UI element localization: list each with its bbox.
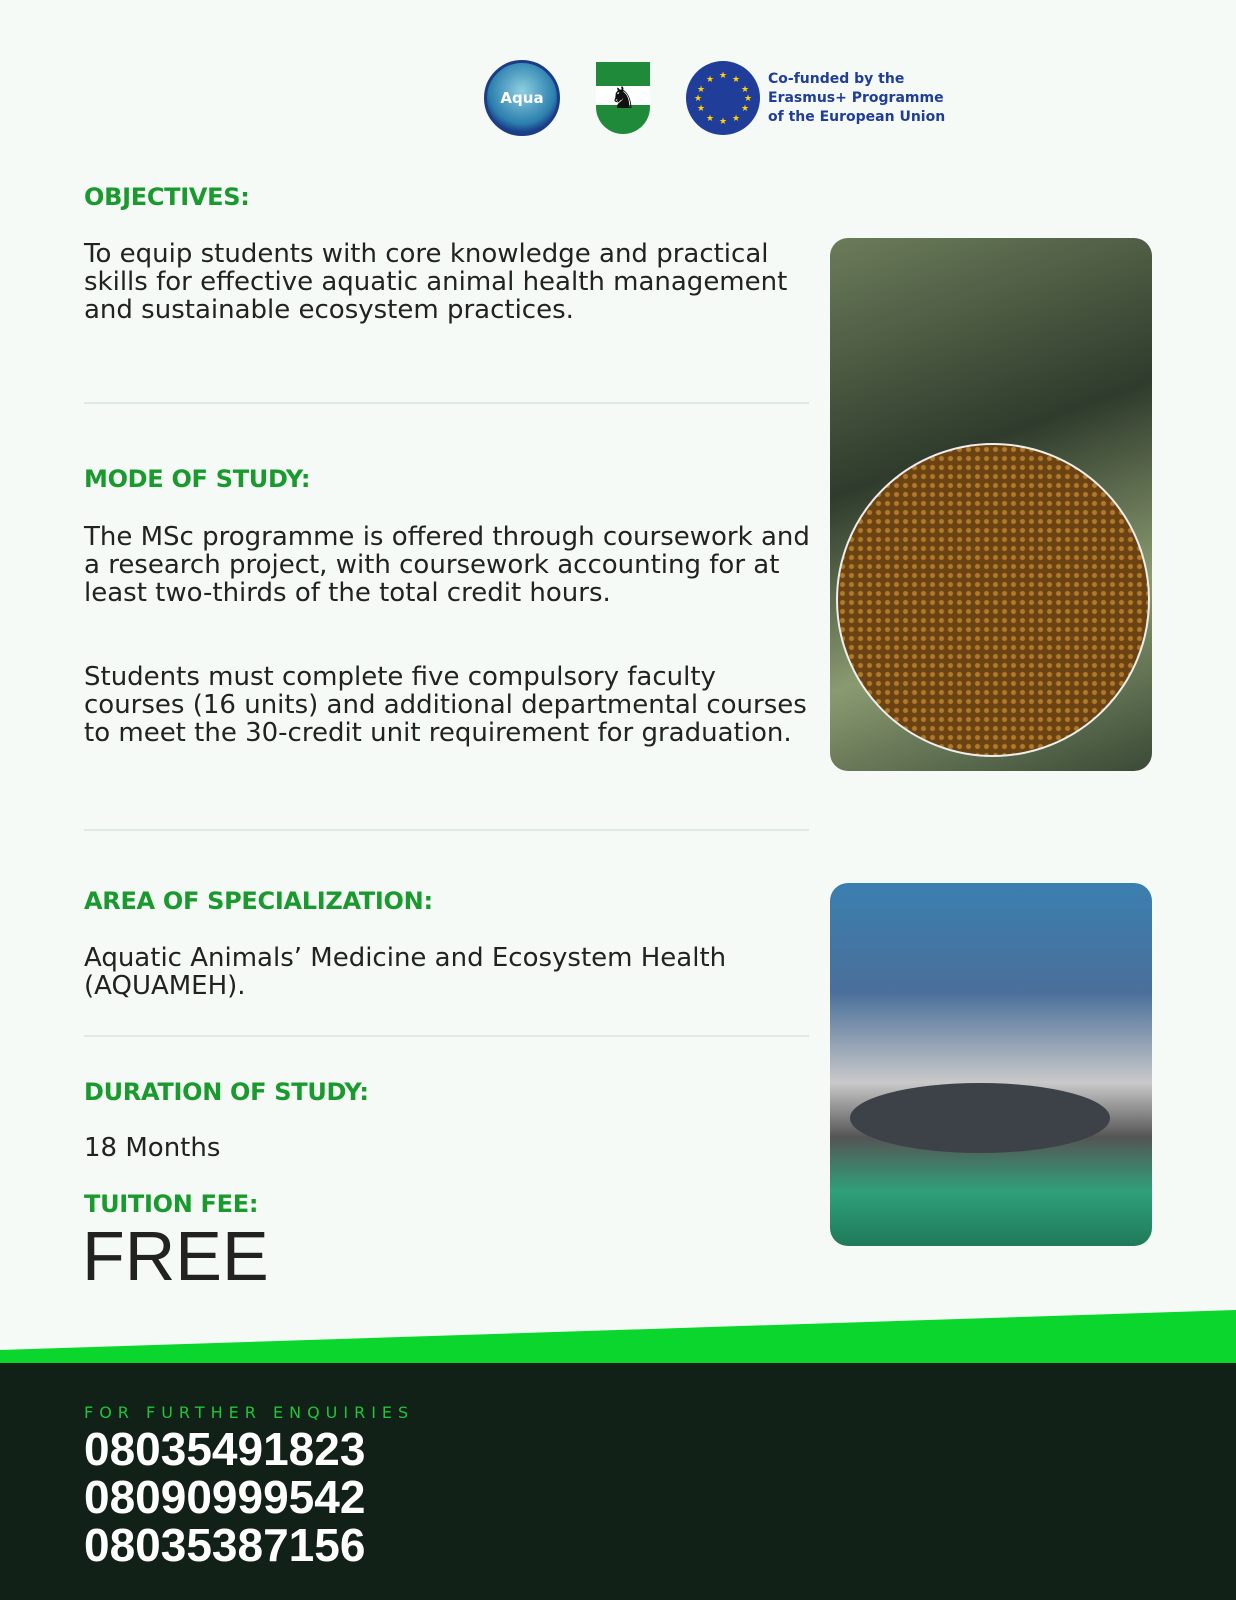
mode-of-study-text: The MSc programme is offered through coursework and a research project, with coursework accounting for at least two-thirds of the total credit hours.: [84, 522, 810, 608]
aquavet-logo: Aqua: [484, 60, 560, 136]
green-accent-band: [0, 1300, 1236, 1370]
objectives-text: To equip students with core knowledge and practical skills for effective aquatic animal health management and sustainable ecosystem practices.: [84, 239, 788, 325]
enquiries-label: FOR FURTHER ENQUIRIES: [84, 1403, 415, 1422]
feed-pellets: [836, 443, 1150, 757]
divider: [84, 829, 809, 831]
mode-of-study-heading: MODE OF STUDY:: [84, 465, 311, 493]
fish-dissection-photo: [830, 883, 1152, 1246]
tuition-value: FREE: [82, 1217, 269, 1295]
tuition-heading: TUITION FEE:: [84, 1190, 259, 1218]
divider: [84, 1035, 809, 1037]
phone-number[interactable]: 08090999542: [84, 1471, 366, 1523]
partner-logos: [484, 58, 945, 138]
university-crest-logo: ♞: [596, 62, 650, 134]
specialization-heading: AREA OF SPECIALIZATION:: [84, 887, 433, 915]
specialization-text: Aquatic Animals’ Medicine and Ecosystem Health (AQUAMEH).: [84, 943, 727, 1001]
eu-cofunded-text: Co-funded by the Erasmus+ Programme of the European Union: [768, 70, 946, 125]
divider: [84, 402, 809, 404]
eu-flag-logo: ★ ★ ★ ★ ★ ★ ★ ★ ★ ★ ★ ★: [686, 61, 760, 135]
fish: [850, 1083, 1110, 1153]
fish-feed-photo: [830, 238, 1152, 771]
phone-number[interactable]: 08035387156: [84, 1519, 366, 1571]
mode-of-study-text-2: Students must complete five compulsory faculty courses (16 units) and additional departmental courses to meet the 30-credit unit requirement for graduation.: [84, 662, 807, 748]
objectives-heading: OBJECTIVES:: [84, 183, 250, 211]
duration-text: 18 Months: [84, 1133, 221, 1163]
duration-heading: DURATION OF STUDY:: [84, 1078, 369, 1106]
phone-number[interactable]: 08035491823: [84, 1423, 366, 1475]
